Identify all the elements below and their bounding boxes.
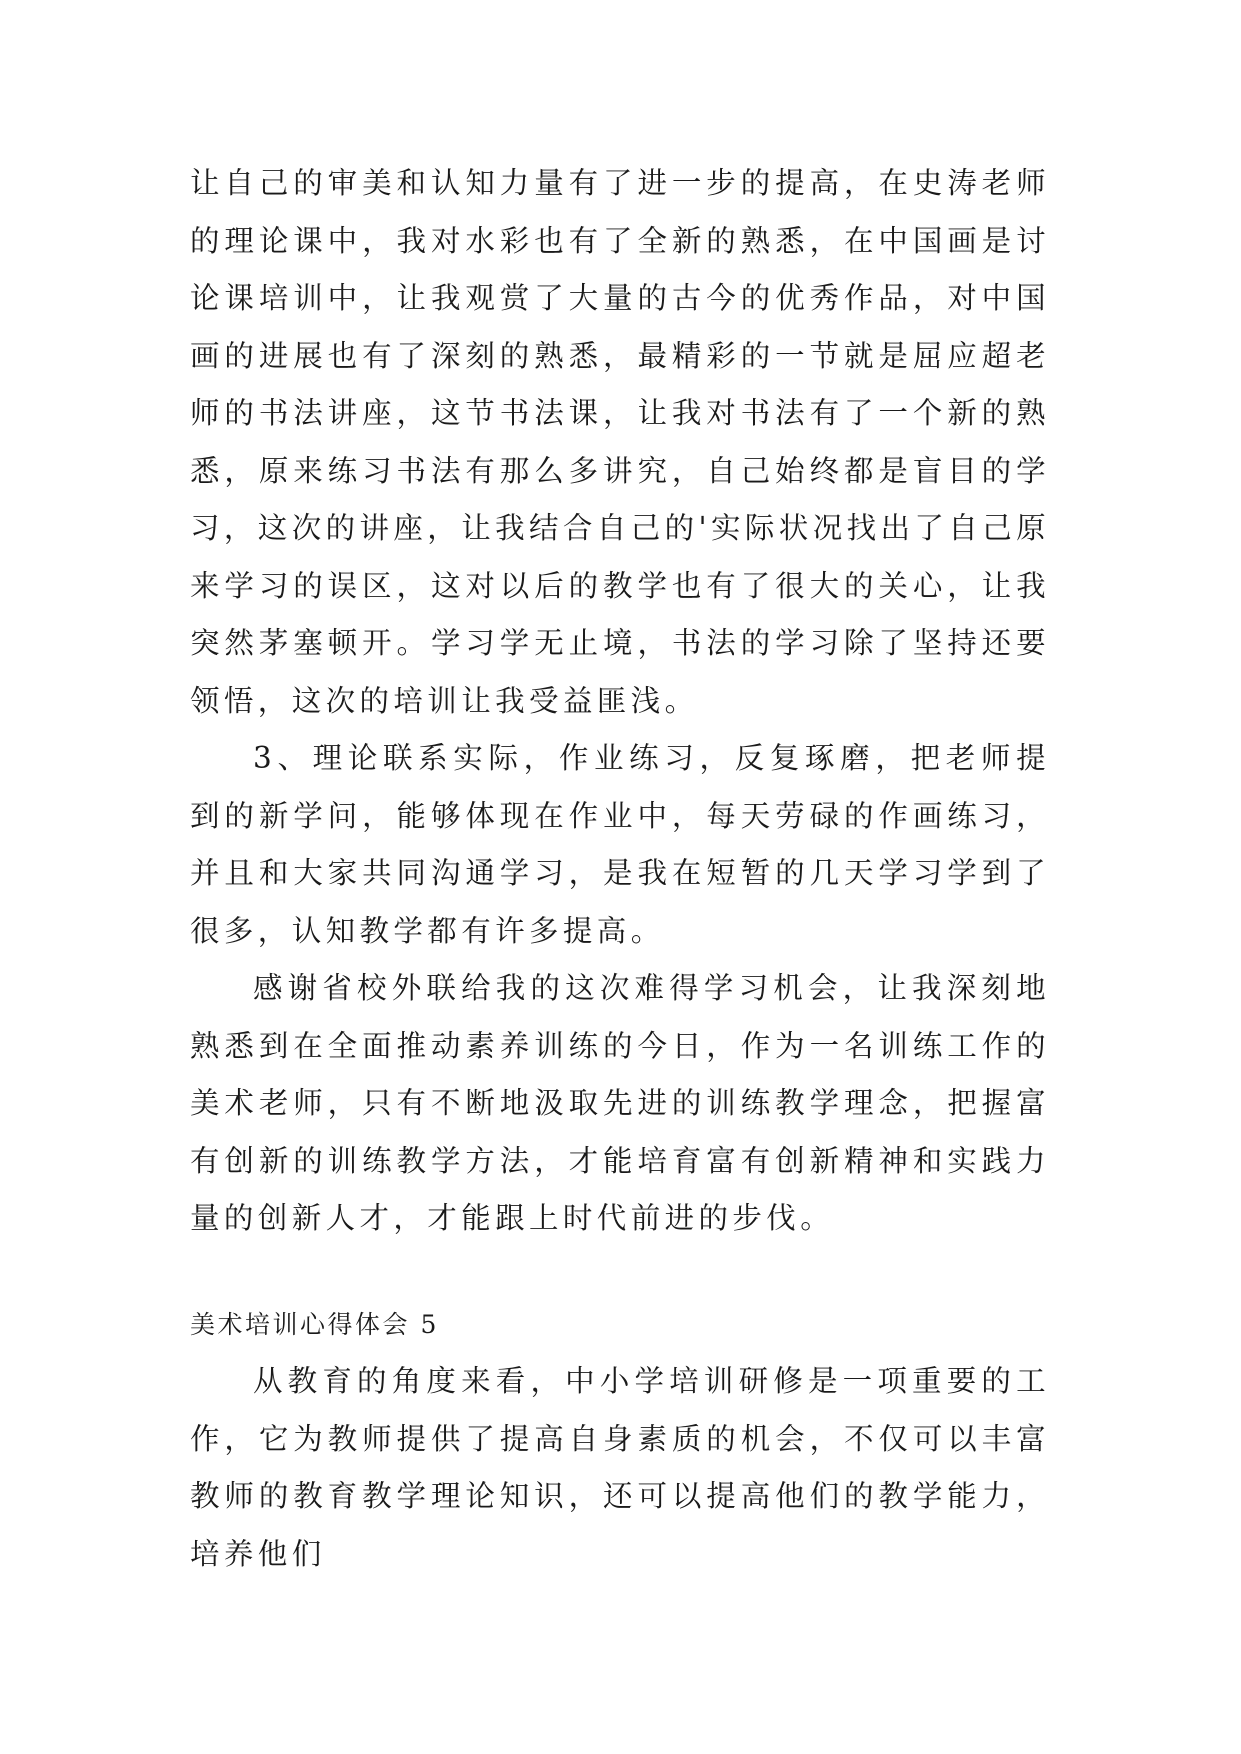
document-body <box>190 155 1050 1583</box>
paragraph-thanks: 感谢省校外联给我的这次难得学习机会，让我深刻地熟悉到在全面推动素养训练的今日，作为一名训练工作的美术老师，只有不断地汲取先进的训练教学理念，把握富有创新的训练教学方法，才能培育富有创新精神和实践力量的创新人才，才能跟上时代前进的步伐。 <box>190 971 1050 1235</box>
paragraph-point-3: 3、理论联系实际，作业练习，反复琢磨，把老师提到的新学问，能够体现在作业中，每天劳碌的作画练习，并且和大家共同沟通学习，是我在短暂的几天学习学到了很多，认知教学都有许多提高。 <box>190 741 1050 948</box>
paragraph-continued: 让自己的审美和认知力量有了进一步的提高，在史涛老师的理论课中，我对水彩也有了全新的熟悉，在中国画是讨论课培训中，让我观赏了大量的古今的优秀作品，对中国画的进展也有了深刻的熟悉，最精彩的一节就是屈应超老师的书法讲座，这节书法课，让我对书法有了一个新的熟悉，原来练习书法有那么多讲究，自己始终都是盲目的学习，这次的讲座，让我结合自己的'实际状况找出了自己原来学习的误区，这对以后的教学也有了很大的关心，让我突然茅塞顿开。学习学无止境，书法的学习除了坚持还要领悟，这次的培训让我受益匪浅。 <box>190 166 1051 718</box>
section-title: 美术培训心得体会 5 <box>190 1309 439 1339</box>
paragraph-section-5: 从教育的角度来看，中小学培训研修是一项重要的工作，它为教师提供了提高自身素质的机会，不仅可以丰富教师的教育教学理论知识，还可以提高他们的教学能力，培养他们 <box>190 1364 1050 1571</box>
